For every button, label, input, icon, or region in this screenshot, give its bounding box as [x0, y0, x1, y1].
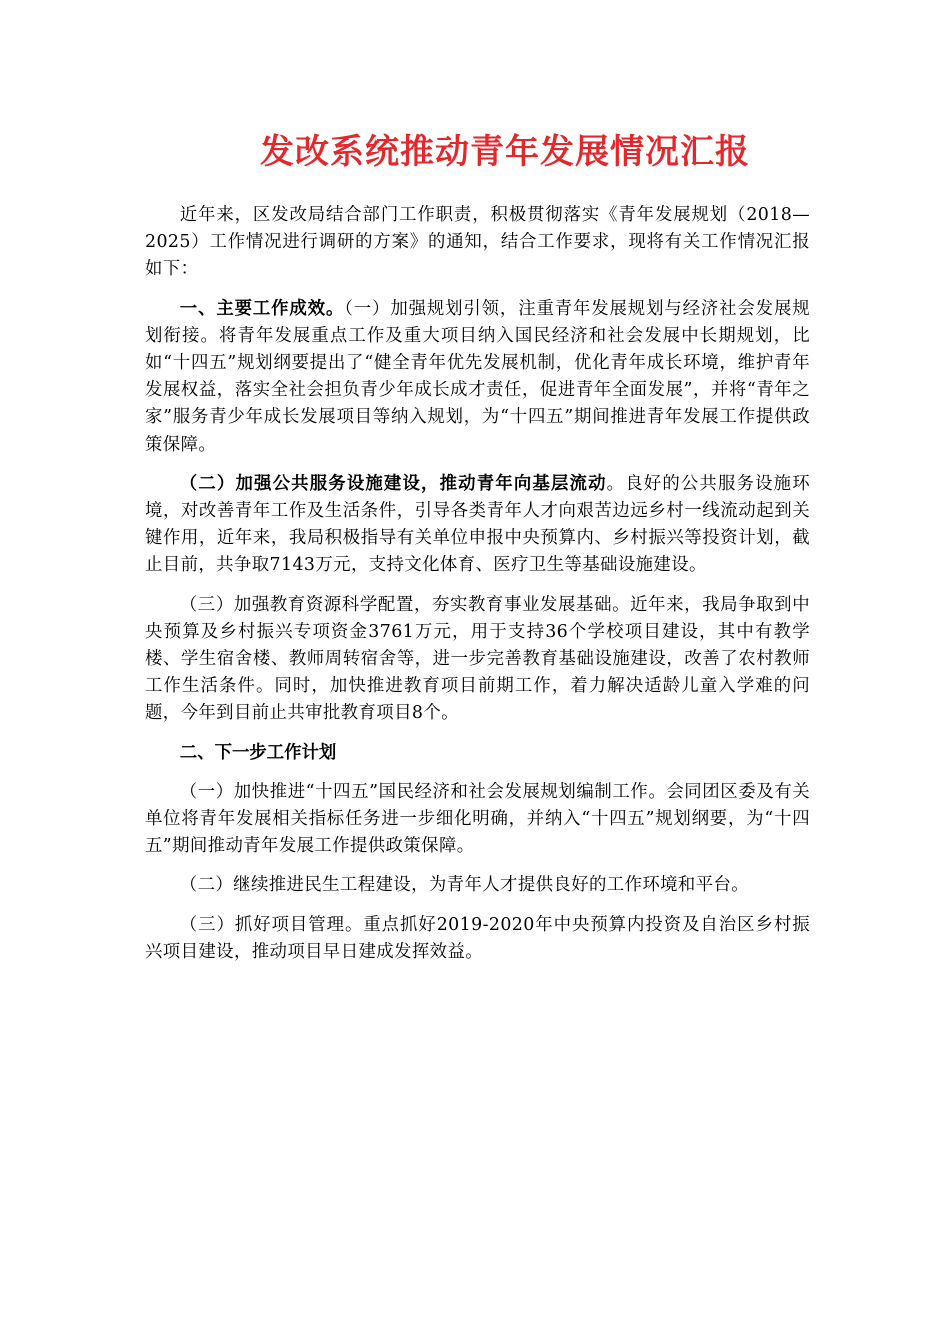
section2-heading: 二、下一步工作计划 [179, 742, 337, 763]
section1-item2-heading: （二）加强公共服务设施建设，推动青年向基层流动 [179, 473, 607, 494]
section2-item3-paragraph: （三）抓好项目管理。重点抓好2019-2020年中央预算内投资及自治区乡村振兴项目建设，推动项目早日建成发挥效益。 [145, 914, 810, 962]
document-title: 发改系统推动青年发展情况汇报 [260, 132, 750, 172]
section1-item1-paragraph [145, 296, 810, 459]
section1-item2-text: 。良好的公共服务设施环境，对改善青年工作及生活条件，引导各类青年人才向艰苦边远乡村一线流动起到关键作用，近年来，我局积极指导有关单位申报中央预算内、乡村振兴等投资计划，截止目前，共争取7143万元，支持文化体育、医疗卫生等基础设施建设。 [145, 473, 811, 576]
section2-item1-paragraph: （一）加快推进“十四五”国民经济和社会发展规划编制工作。会同团区委及有关单位将青年发展相关指标任务进一步细化明确，并纳入“十四五”规划纲要，为“十四五”期间推动青年发展工作提供政策保障。 [145, 781, 810, 857]
section1-item1-text: （一）加强规划引领，注重青年发展规划与经济社会发展规划衔接。将青年发展重点工作及重大项目纳入国民经济和社会发展中长期规划，比如“十四五”规划纲要提出了“健全青年优先发展机制，优化青年成长环境，维护青年发展权益，落实全社会担负青少年成长成才责任，促进青年全面发展”，并将“青年之家”服务青少年成长发展项目等纳入规划，为“十四五”期间推进青年发展工作提供政策保障。 [145, 298, 811, 455]
section1-heading: 一、主要工作成效。 [179, 298, 345, 319]
document-page [145, 128, 810, 978]
section1-item3-paragraph: （三）加强教育资源科学配置，夯实教育事业发展基础。近年来，我局争取到中央预算及乡村振兴专项资金3761万元，用于支持36个学校项目建设，其中有教学楼、学生宿舍楼、教师周转宿舍等，进一步完善教育基础设施建设，改善了农村教师工作生活条件。同时，加快推进教育项目前期工作，着力解决适龄儿童入学难的问题，今年到目前止共审批教育项目8个。 [145, 594, 810, 724]
section1-item2-paragraph [145, 471, 810, 580]
section2-item2-paragraph: （二）继续推进民生工程建设，为青年人才提供良好的工作环境和平台。 [179, 875, 750, 896]
intro-paragraph: 近年来，区发改局结合部门工作职责，积极贯彻落实《青年发展规划（2018—2025）工作情况进行调研的方案》的通知，结合工作要求，现将有关工作情况汇报如下： [145, 205, 810, 280]
